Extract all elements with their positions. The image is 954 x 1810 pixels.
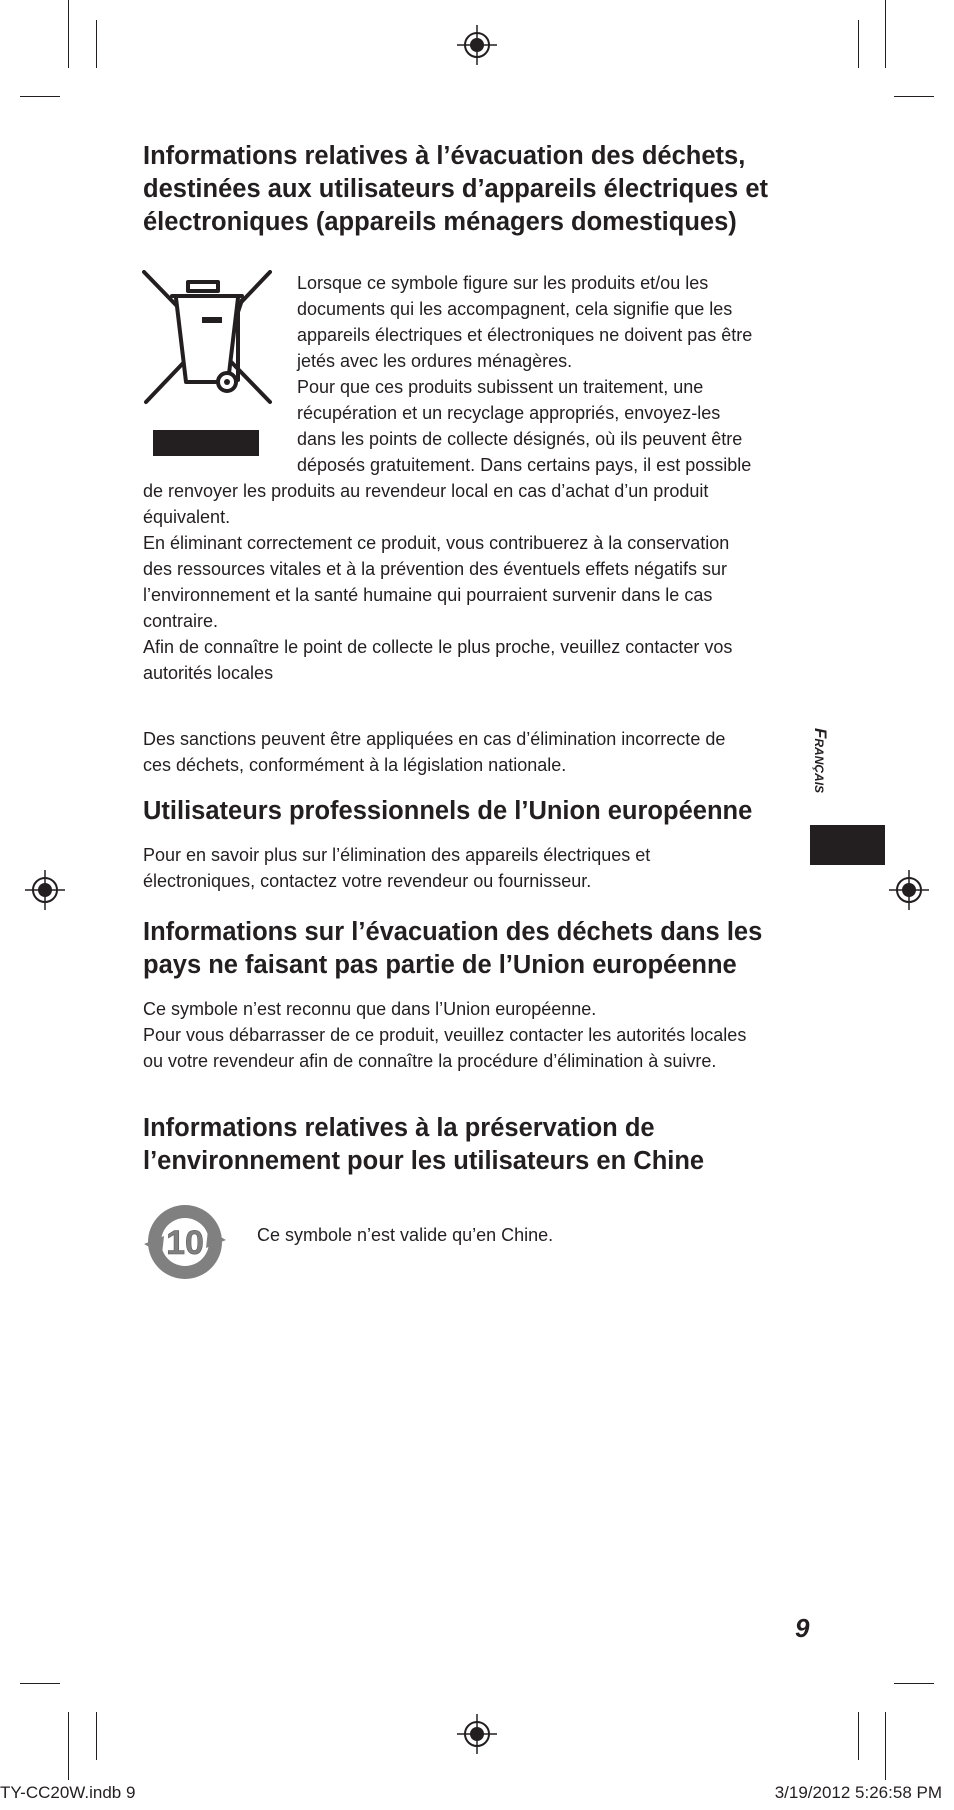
section-2-heading: Utilisateurs professionnels de l’Union européenne bbox=[143, 797, 753, 825]
china-rohs-10-year-icon bbox=[142, 1202, 228, 1282]
crop-mark bbox=[68, 1712, 69, 1780]
section-1-body bbox=[143, 478, 803, 686]
paragraph-line: jetés avec les ordures ménagères. bbox=[297, 351, 573, 371]
china-rohs-number: 10 bbox=[166, 1224, 204, 1262]
registration-mark-icon bbox=[457, 25, 497, 65]
crop-mark bbox=[858, 1712, 859, 1760]
section-3 bbox=[143, 916, 803, 1074]
section-1-sanctions bbox=[143, 726, 803, 778]
section-2 bbox=[143, 795, 803, 894]
section-1-heading bbox=[143, 140, 803, 239]
crossed-out-wheelie-bin-icon bbox=[142, 270, 272, 458]
paragraph-line: Des sanctions peuvent être appliquées en cas d’élimination incorrecte de bbox=[143, 729, 726, 749]
heading-line: destinées aux utilisateurs d’appareils électriques et bbox=[143, 175, 768, 203]
crop-mark bbox=[858, 20, 859, 68]
crop-mark bbox=[20, 96, 60, 97]
paragraph-line: Pour que ces produits subissent un traitement, une bbox=[297, 377, 704, 397]
paragraph-line: récupération et un recyclage appropriés, envoyez-les bbox=[297, 403, 721, 423]
paragraph-line: électroniques, contactez votre revendeur ou fournisseur. bbox=[143, 871, 592, 891]
paragraph-line: déposés gratuitement. Dans certains pays, il est possible bbox=[297, 455, 752, 475]
crop-mark bbox=[885, 1712, 886, 1780]
paragraph-line: Pour vous débarrasser de ce produit, veuillez contacter les autorités locales bbox=[143, 1025, 747, 1045]
footer-timestamp: 3/19/2012 5:26:58 PM bbox=[774, 1783, 942, 1802]
section-3-heading-line: pays ne faisant pas partie de l’Union européenne bbox=[143, 951, 737, 979]
paragraph-line: Pour en savoir plus sur l’élimination des appareils électriques et bbox=[143, 845, 651, 865]
footer-file-info: TY-CC20W.indb 9 bbox=[0, 1783, 136, 1802]
paragraph-line: autorités locales bbox=[143, 663, 274, 683]
crop-mark bbox=[885, 0, 886, 68]
paragraph-line: contraire. bbox=[143, 611, 219, 631]
language-tab bbox=[810, 825, 885, 865]
crop-mark bbox=[68, 0, 69, 68]
section-4-heading-line: l’environnement pour les utilisateurs en Chine bbox=[143, 1147, 705, 1175]
china-symbol-text: Ce symbole n’est valide qu’en Chine. bbox=[257, 1225, 554, 1245]
paragraph-line: appareils électriques et électroniques ne doivent pas être bbox=[297, 325, 753, 345]
paragraph-line: En éliminant correctement ce produit, vous contribuerez à la conservation bbox=[143, 533, 730, 553]
paragraph-line: documents qui les accompagnent, cela signifie que les bbox=[297, 299, 733, 319]
section-4-heading-line: Informations relatives à la préservation de bbox=[143, 1114, 655, 1142]
paragraph-line: de renvoyer les produits au revendeur local en cas d’achat d’un produit bbox=[143, 481, 709, 501]
crop-mark bbox=[894, 1683, 934, 1684]
page-number: 9 bbox=[795, 1613, 810, 1643]
crop-mark bbox=[96, 20, 97, 68]
section-4 bbox=[143, 1112, 803, 1178]
paragraph-line: l’environnement et la santé humaine qui pourraient survenir dans le cas bbox=[143, 585, 713, 605]
paragraph-line: ou votre revendeur afin de connaître la procédure d’élimination à suivre. bbox=[143, 1051, 717, 1071]
section-3-heading-line: Informations sur l’évacuation des déchets dans les bbox=[143, 918, 763, 946]
registration-mark-icon bbox=[889, 870, 929, 910]
paragraph-line: équivalent. bbox=[143, 507, 231, 527]
crop-mark bbox=[96, 1712, 97, 1760]
section-1-intro bbox=[297, 270, 817, 478]
language-label: Français bbox=[811, 728, 830, 794]
paragraph-line: ces déchets, conformément à la législation nationale. bbox=[143, 755, 567, 775]
crop-mark bbox=[894, 96, 934, 97]
registration-mark-icon bbox=[25, 870, 65, 910]
paragraph-line: des ressources vitales et à la prévention des éventuels effets négatifs sur bbox=[143, 559, 727, 579]
paragraph-line: dans les points de collecte désignés, où ils peuvent être bbox=[297, 429, 743, 449]
registration-mark-icon bbox=[457, 1714, 497, 1754]
crop-mark bbox=[20, 1683, 60, 1684]
paragraph-line: Afin de connaître le point de collecte le plus proche, veuillez contacter vos bbox=[143, 637, 733, 657]
paragraph-line: Lorsque ce symbole figure sur les produits et/ou les bbox=[297, 273, 709, 293]
heading-line: électroniques (appareils ménagers domestiques) bbox=[143, 208, 737, 236]
paragraph-line: Ce symbole n’est reconnu que dans l’Union européenne. bbox=[143, 999, 597, 1019]
heading-line: Informations relatives à l’évacuation des déchets, bbox=[143, 142, 746, 170]
